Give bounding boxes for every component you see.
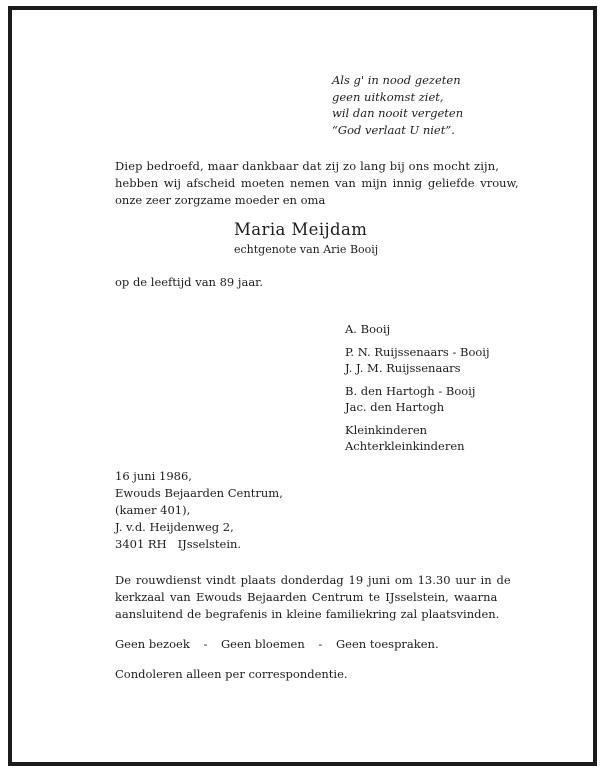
- service-line: kerkzaal van Ewouds Bejaarden Centrum te IJsselstein, waarna: [115, 590, 498, 604]
- address-block: [115, 468, 283, 553]
- verse: [332, 72, 463, 138]
- request-separator: -: [318, 637, 323, 651]
- verse-line: Als g' in nood gezeten: [332, 73, 461, 87]
- mourner-name: Jac. den Hartogh: [345, 400, 445, 414]
- intro-line: Diep bedroefd, maar dankbaar dat zij zo lang bij ons mocht zijn,: [115, 159, 500, 173]
- request-item: Geen bezoek: [115, 637, 190, 651]
- address-line: 3401 RH IJsselstein.: [115, 537, 242, 551]
- intro-paragraph: [115, 158, 519, 209]
- mourners-list: [345, 321, 490, 461]
- requests-line: [115, 637, 439, 651]
- mourner-name: P. N. Ruijssenaars - Booij: [345, 344, 490, 359]
- address-line: (kamer 401),: [115, 503, 191, 517]
- deceased-spouse: echtgenote van Arie Booij: [234, 243, 379, 256]
- verse-line: “God verlaat U niet”.: [332, 122, 455, 137]
- age-line: op de leeftijd van 89 jaar.: [115, 275, 264, 289]
- obituary-card: [8, 6, 597, 766]
- mourner-name: J. J. M. Ruijssenaars: [345, 361, 461, 375]
- address-line: Ewouds Bejaarden Centrum,: [115, 486, 283, 500]
- mourner-name: Achterkleinkinderen: [345, 439, 465, 453]
- deceased-name: Maria Meijdam: [234, 220, 368, 239]
- intro-line: onze zeer zorgzame moeder en oma: [115, 193, 326, 207]
- address-line: 16 juni 1986,: [115, 469, 192, 483]
- intro-line: hebben wij afscheid moeten nemen van mijn innig geliefde vrouw,: [115, 176, 519, 190]
- service-paragraph: [115, 572, 511, 623]
- request-item: Geen bloemen: [221, 637, 305, 651]
- mourner-name: B. den Hartogh - Booij: [345, 383, 476, 398]
- request-separator: -: [203, 637, 208, 651]
- mourner-name: A. Booij: [345, 322, 391, 336]
- mourner-group: [345, 321, 490, 338]
- address-line: J. v.d. Heijdenweg 2,: [115, 520, 234, 534]
- mourner-group: [345, 422, 490, 455]
- mourner-group: [345, 383, 490, 416]
- mourner-group: [345, 344, 490, 377]
- request-item: Geen toespraken.: [335, 637, 439, 651]
- service-line: De rouwdienst vindt plaats donderdag 19 juni om 13.30 uur in de: [115, 573, 511, 587]
- condolences-line: Condoleren alleen per correspondentie.: [115, 667, 348, 681]
- mourner-name: Kleinkinderen: [345, 422, 428, 437]
- verse-line: wil dan nooit vergeten: [332, 106, 464, 120]
- verse-line: geen uitkomst ziet,: [332, 89, 444, 104]
- service-line: aansluitend de begrafenis in kleine familiekring zal plaatsvinden.: [115, 607, 500, 621]
